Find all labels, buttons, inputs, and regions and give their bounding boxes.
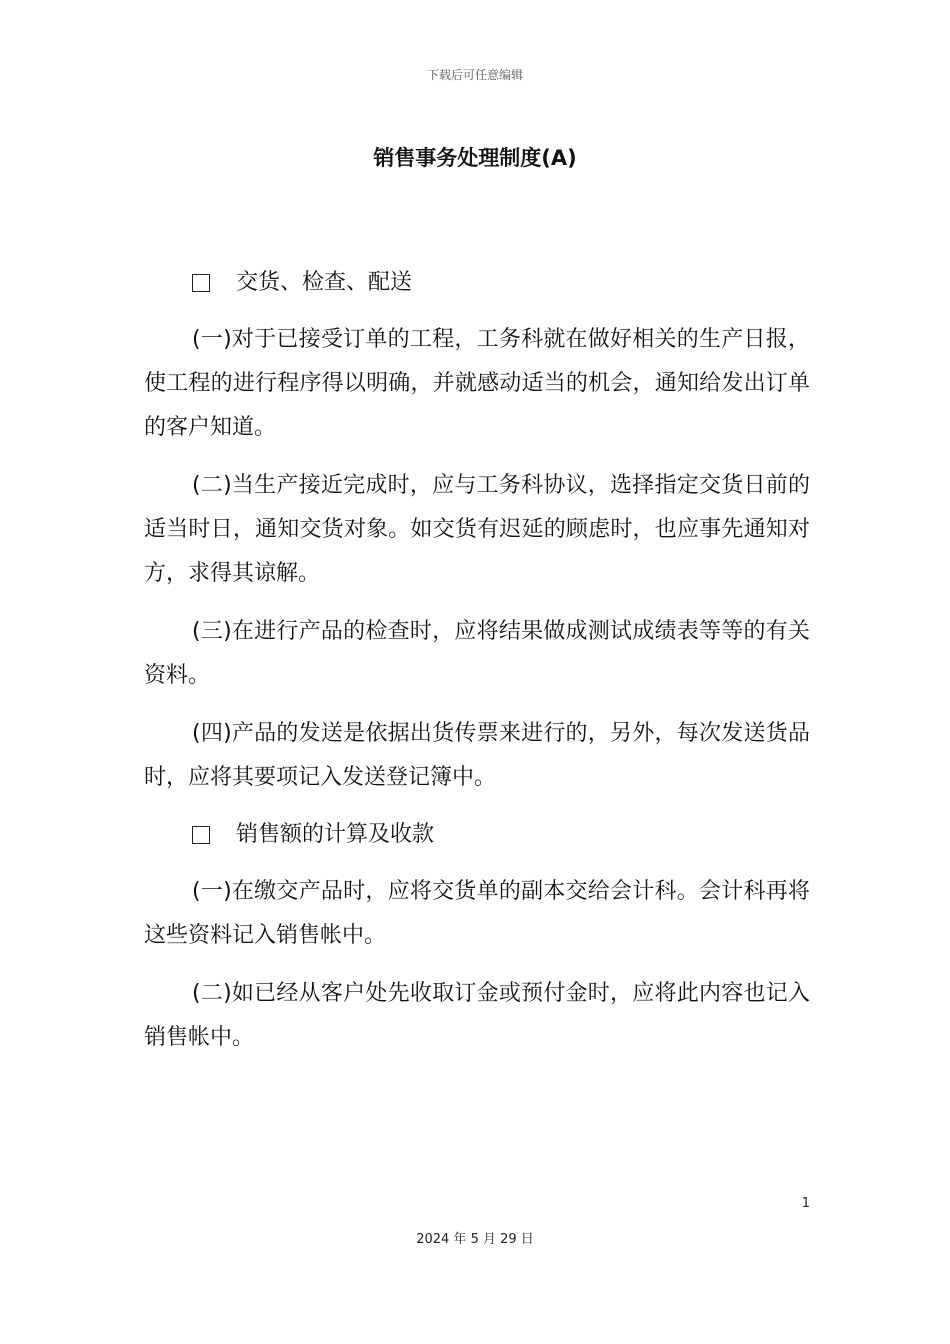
checkbox-icon [192, 826, 210, 844]
paragraph: (四)产品的发送是依据出货传票来进行的，另外，每次发送货品时，应将其要项记入发送登记簿中。 [144, 721, 810, 790]
footer-date: 2024 年 5 月 29 日 [416, 1232, 534, 1247]
paragraph: (二)当生产接近完成时，应与工务科协议，选择指定交货日前的适当时日，通知交货对象。如交货有迟延的顾虑时，也应事先通知对方，求得其谅解。 [144, 473, 810, 586]
section-heading-sales-calculation [144, 814, 810, 856]
paragraph: (二)如已经从客户处先收取订金或预付金时，应将此内容也记入销售帐中。 [144, 981, 810, 1050]
checkbox-icon [192, 274, 210, 292]
paragraph: (一)在缴交产品时，应将交货单的副本交给会计科。会计科再将这些资料记入销售帐中。 [144, 879, 810, 948]
document-title: 销售事务处理制度(A) [373, 146, 577, 170]
paragraph: (一)对于已接受订单的工程，工务科就在做好相关的生产日报，使工程的进行程序得以明确，并就感动适当的机会，通知给发出订单的客户知道。 [144, 327, 810, 440]
page-number: 1 [801, 1196, 810, 1211]
header-note: 下载后可任意编辑 [426, 68, 523, 82]
paragraph: (三)在进行产品的检查时，应将结果做成测试成绩表等等的有关资料。 [144, 619, 810, 688]
section-heading-text: 交货、检查、配送 [236, 270, 413, 295]
document-body [144, 262, 810, 1074]
section-heading-delivery [144, 262, 810, 304]
section-heading-text: 销售额的计算及收款 [236, 822, 435, 847]
